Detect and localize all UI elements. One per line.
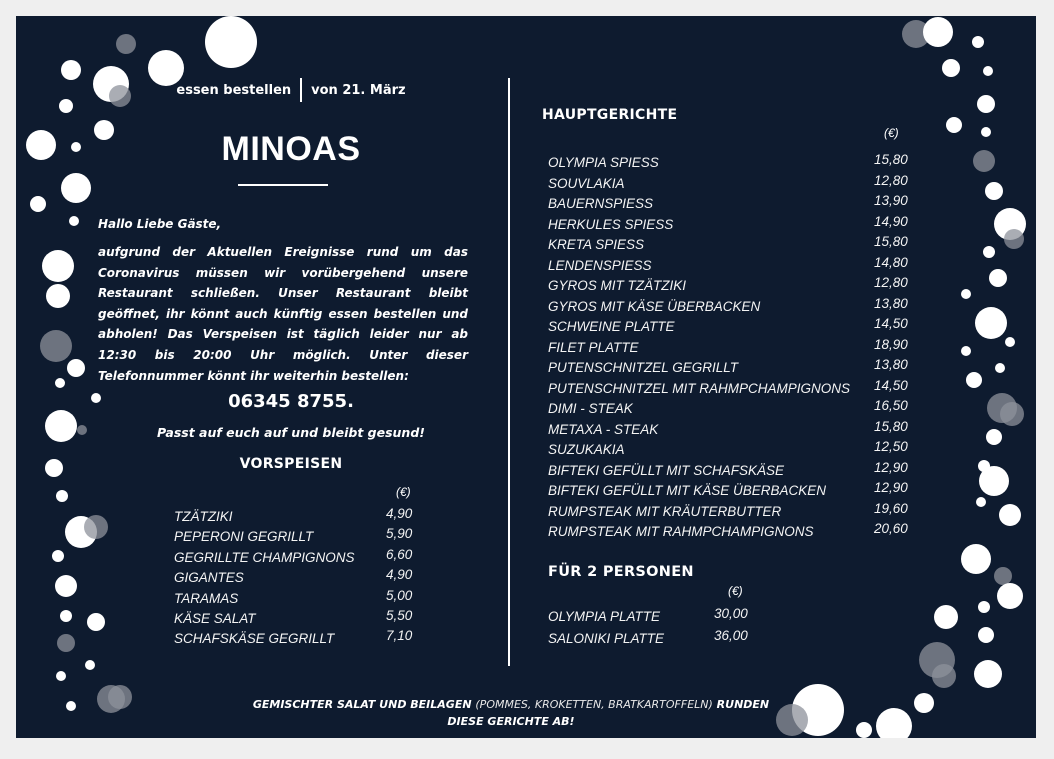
item-price: 12,50 [874, 439, 908, 454]
vorspeisen-title: VORSPEISEN [239, 456, 343, 472]
bubble-dot [85, 660, 95, 670]
item-price: 4,90 [386, 567, 413, 583]
item-name: GYROS MIT TZÄTZIKI [548, 278, 686, 293]
bubble-dot [66, 701, 76, 711]
item-price: 30,00 [714, 606, 748, 621]
item-price: 7,10 [386, 628, 413, 644]
menu-item [174, 506, 413, 526]
bubble-dot [978, 601, 990, 613]
bubble-dot [979, 466, 1009, 496]
bubble-dot [972, 36, 984, 48]
bubble-dot [978, 627, 994, 643]
item-price: 19,60 [874, 500, 908, 516]
bubble-dot [983, 246, 995, 258]
item-name: FILET PLATTE [548, 339, 639, 355]
bubble-dot [914, 693, 934, 713]
menu-item [548, 295, 908, 317]
item-price: 18,90 [874, 336, 908, 352]
menu-item [548, 459, 908, 481]
item-name: BIFTEKI GEFÜLLT MIT KÄSE ÜBERBACKEN [548, 483, 827, 498]
bubble-dot [61, 173, 91, 203]
menu-item [548, 193, 908, 214]
fuer-2-personen-title: FÜR 2 PERSONEN [548, 564, 694, 580]
item-name: PEPERONI GEGRILLT [174, 529, 314, 545]
item-name: DIMI - STEAK [548, 401, 633, 416]
item-name: SALONIKI PLATTE [548, 630, 665, 646]
bubble-dot [55, 575, 77, 597]
item-name: HERKULES SPIESS [548, 216, 674, 232]
intro-text: aufgrund der Aktuellen Ereignisse rund um das Coronavirus müssen wir vorübergehend unsere Restaurant schließen. Unser Restaurant bleibt geöffnet, ihr könnt auch künftig essen bestellen und abholen! Das Verspeisen ist täglich leider nur ab 12:30 bis 20:00 Uhr möglich. Unter dieser Telefonnummer könnt ihr weiterhin bestellen: [98, 245, 468, 383]
phone-number: 06345 8755. [228, 391, 354, 412]
item-price: 13,90 [874, 193, 908, 208]
item-name: GIGANTES [174, 570, 244, 586]
menu-item [174, 526, 413, 546]
bubble-dot [60, 610, 72, 622]
bubble-dot [976, 497, 986, 507]
bubble-dot [94, 120, 114, 140]
restaurant-title: MINOAS [221, 130, 361, 168]
menu-item [548, 213, 908, 235]
item-price: 5,50 [386, 607, 413, 623]
menu-item [174, 628, 413, 648]
bubble-dot [946, 117, 962, 133]
bubble-dot [977, 95, 995, 113]
item-price: 5,90 [386, 526, 413, 542]
item-name: KÄSE SALAT [174, 610, 256, 626]
footer-note [216, 696, 806, 730]
item-price: 20,60 [874, 521, 908, 536]
menu-item [548, 606, 748, 628]
bubble-dot [1000, 402, 1024, 426]
bubble-dot [995, 363, 1005, 373]
bubble-dot [77, 425, 87, 435]
item-name: SOUVLAKIA [548, 175, 625, 191]
footer-part-3: RUNDEN [716, 698, 770, 711]
menu-item [548, 377, 908, 399]
footer-part-4: DIESE GERICHTE AB! [447, 715, 575, 728]
bubble-dot [108, 685, 132, 709]
item-price: 14,50 [874, 316, 908, 331]
menu-item [548, 336, 908, 358]
bubble-dot [999, 504, 1021, 526]
fuer-2-personen-list [548, 606, 748, 649]
bubble-dot [961, 346, 971, 356]
hauptgerichte-title: HAUPTGERICHTE [542, 107, 678, 123]
bubble-dot [932, 664, 956, 688]
menu-item [548, 439, 908, 460]
bubble-dot [61, 60, 81, 80]
menu-item [548, 418, 908, 440]
item-price: 36,00 [714, 627, 748, 643]
item-name: RUMPSTEAK MIT RAHMPCHAMPIGNONS [548, 524, 814, 539]
bubble-dot [42, 250, 74, 282]
bubble-dot [983, 66, 993, 76]
bubble-dot [1005, 337, 1015, 347]
item-name: TARAMAS [174, 590, 239, 606]
bubble-dot [45, 459, 63, 477]
item-name: SCHAFSKÄSE GEGRILLT [174, 631, 335, 647]
menu-item [174, 567, 413, 587]
bubble-dot [91, 393, 101, 403]
bubble-dot [30, 196, 46, 212]
order-label: essen bestellen [176, 82, 292, 98]
item-name: KRETA SPIESS [548, 237, 645, 252]
item-price: 12,80 [874, 275, 908, 290]
item-price: 15,80 [874, 152, 908, 167]
bubble-dot [876, 708, 912, 738]
menu-item [548, 627, 748, 650]
menu-item [548, 275, 908, 296]
bubble-dot [40, 330, 72, 362]
order-header [166, 78, 416, 102]
bubble-dot [84, 515, 108, 539]
item-name: SCHWEINE PLATTE [548, 319, 675, 334]
menu-item [548, 480, 908, 501]
item-name: BIFTEKI GEFÜLLT MIT SCHAFSKÄSE [548, 462, 785, 478]
bubble-dot [974, 660, 1002, 688]
item-name: LENDENSPIESS [548, 257, 652, 273]
menu-item [174, 546, 413, 567]
bubble-dot [856, 722, 872, 738]
item-price: 13,80 [874, 295, 908, 311]
item-name: GEGRILLTE CHAMPIGNONS [174, 549, 355, 565]
hauptgerichte-currency: (€) [884, 126, 899, 140]
menu-item [174, 587, 413, 608]
bubble-dot [55, 378, 65, 388]
bubble-dot [67, 359, 85, 377]
bubble-dot [26, 130, 56, 160]
bubble-dot [994, 567, 1012, 585]
column-divider [508, 78, 510, 666]
menu-item [548, 172, 908, 194]
item-price: 14,80 [874, 254, 908, 270]
item-price: 12,90 [874, 480, 908, 495]
bubble-dot [997, 583, 1023, 609]
menu-item [548, 254, 908, 276]
title-underline [238, 184, 328, 186]
item-name: PUTENSCHNITZEL GEGRILLT [548, 360, 739, 375]
bubble-dot [71, 142, 81, 152]
bubble-dot [56, 490, 68, 502]
order-date: von 21. März [311, 82, 406, 98]
item-price: 15,80 [874, 234, 908, 249]
menu-page [16, 16, 1036, 738]
menu-item [548, 316, 908, 337]
bubble-dot [934, 605, 958, 629]
item-price: 5,00 [386, 587, 413, 603]
bubble-dot [46, 284, 70, 308]
bubble-dot [52, 550, 64, 562]
menu-item [548, 152, 908, 173]
bubble-dot [923, 17, 953, 47]
bubble-dot [87, 613, 105, 631]
bubble-dot [69, 216, 79, 226]
menu-item [548, 357, 908, 378]
fuer-2-personen-currency: (€) [728, 584, 743, 598]
item-price: 14,90 [874, 213, 908, 229]
menu-item [548, 398, 908, 419]
menu-item [548, 234, 908, 255]
farewell-text: Passt auf euch auf und bleibt gesund! [157, 425, 425, 440]
bubble-dot [59, 99, 73, 113]
bubble-dot [961, 544, 991, 574]
item-name: SUZUKAKIA [548, 442, 625, 457]
bubble-dot [985, 182, 1003, 200]
header-separator [300, 78, 302, 102]
bubble-dot [1004, 229, 1024, 249]
item-name: GYROS MIT KÄSE ÜBERBACKEN [548, 298, 761, 314]
bubble-dot [973, 150, 995, 172]
bubble-dot [961, 289, 971, 299]
item-price: 12,80 [874, 172, 908, 188]
bubble-dot [942, 59, 960, 77]
vorspeisen-currency: (€) [396, 485, 411, 499]
item-name: OLYMPIA SPIESS [548, 155, 659, 170]
bubble-dot [45, 410, 77, 442]
item-name: OLYMPIA PLATTE [548, 609, 661, 624]
item-price: 12,90 [874, 459, 908, 475]
item-name: TZÄTZIKI [174, 509, 233, 524]
bubble-dot [56, 671, 66, 681]
bubble-dot [205, 16, 257, 68]
item-name: METAXA - STEAK [548, 421, 659, 437]
item-price: 4,90 [386, 506, 413, 521]
item-name: BAUERNSPIESS [548, 196, 654, 211]
item-name: RUMPSTEAK MIT KRÄUTERBUTTER [548, 503, 782, 519]
item-price: 13,80 [874, 357, 908, 372]
bubble-dot [981, 127, 991, 137]
menu-item [548, 521, 908, 542]
vorspeisen-list [174, 506, 413, 649]
item-price: 15,80 [874, 418, 908, 434]
bubble-dot [57, 634, 75, 652]
bubble-dot [975, 307, 1007, 339]
item-name: PUTENSCHNITZEL MIT RAHMPCHAMPIGNONS [548, 380, 851, 396]
bubble-dot [109, 85, 131, 107]
greeting-text: Hallo Liebe Gäste, [98, 217, 222, 231]
item-price: 16,50 [874, 398, 908, 413]
hauptgerichte-list [548, 152, 908, 542]
footer-part-1: GEMISCHTER SALAT UND BEILAGEN [252, 698, 472, 711]
bubble-dot [989, 269, 1007, 287]
item-price: 14,50 [874, 377, 908, 393]
footer-part-2: (POMMES, KROKETTEN, BRATKARTOFFELN) [475, 698, 713, 711]
menu-item [548, 500, 908, 522]
bubble-dot [986, 429, 1002, 445]
bubble-dot [116, 34, 136, 54]
item-price: 6,60 [386, 546, 413, 562]
bubble-dot [966, 372, 982, 388]
menu-item [174, 607, 413, 628]
